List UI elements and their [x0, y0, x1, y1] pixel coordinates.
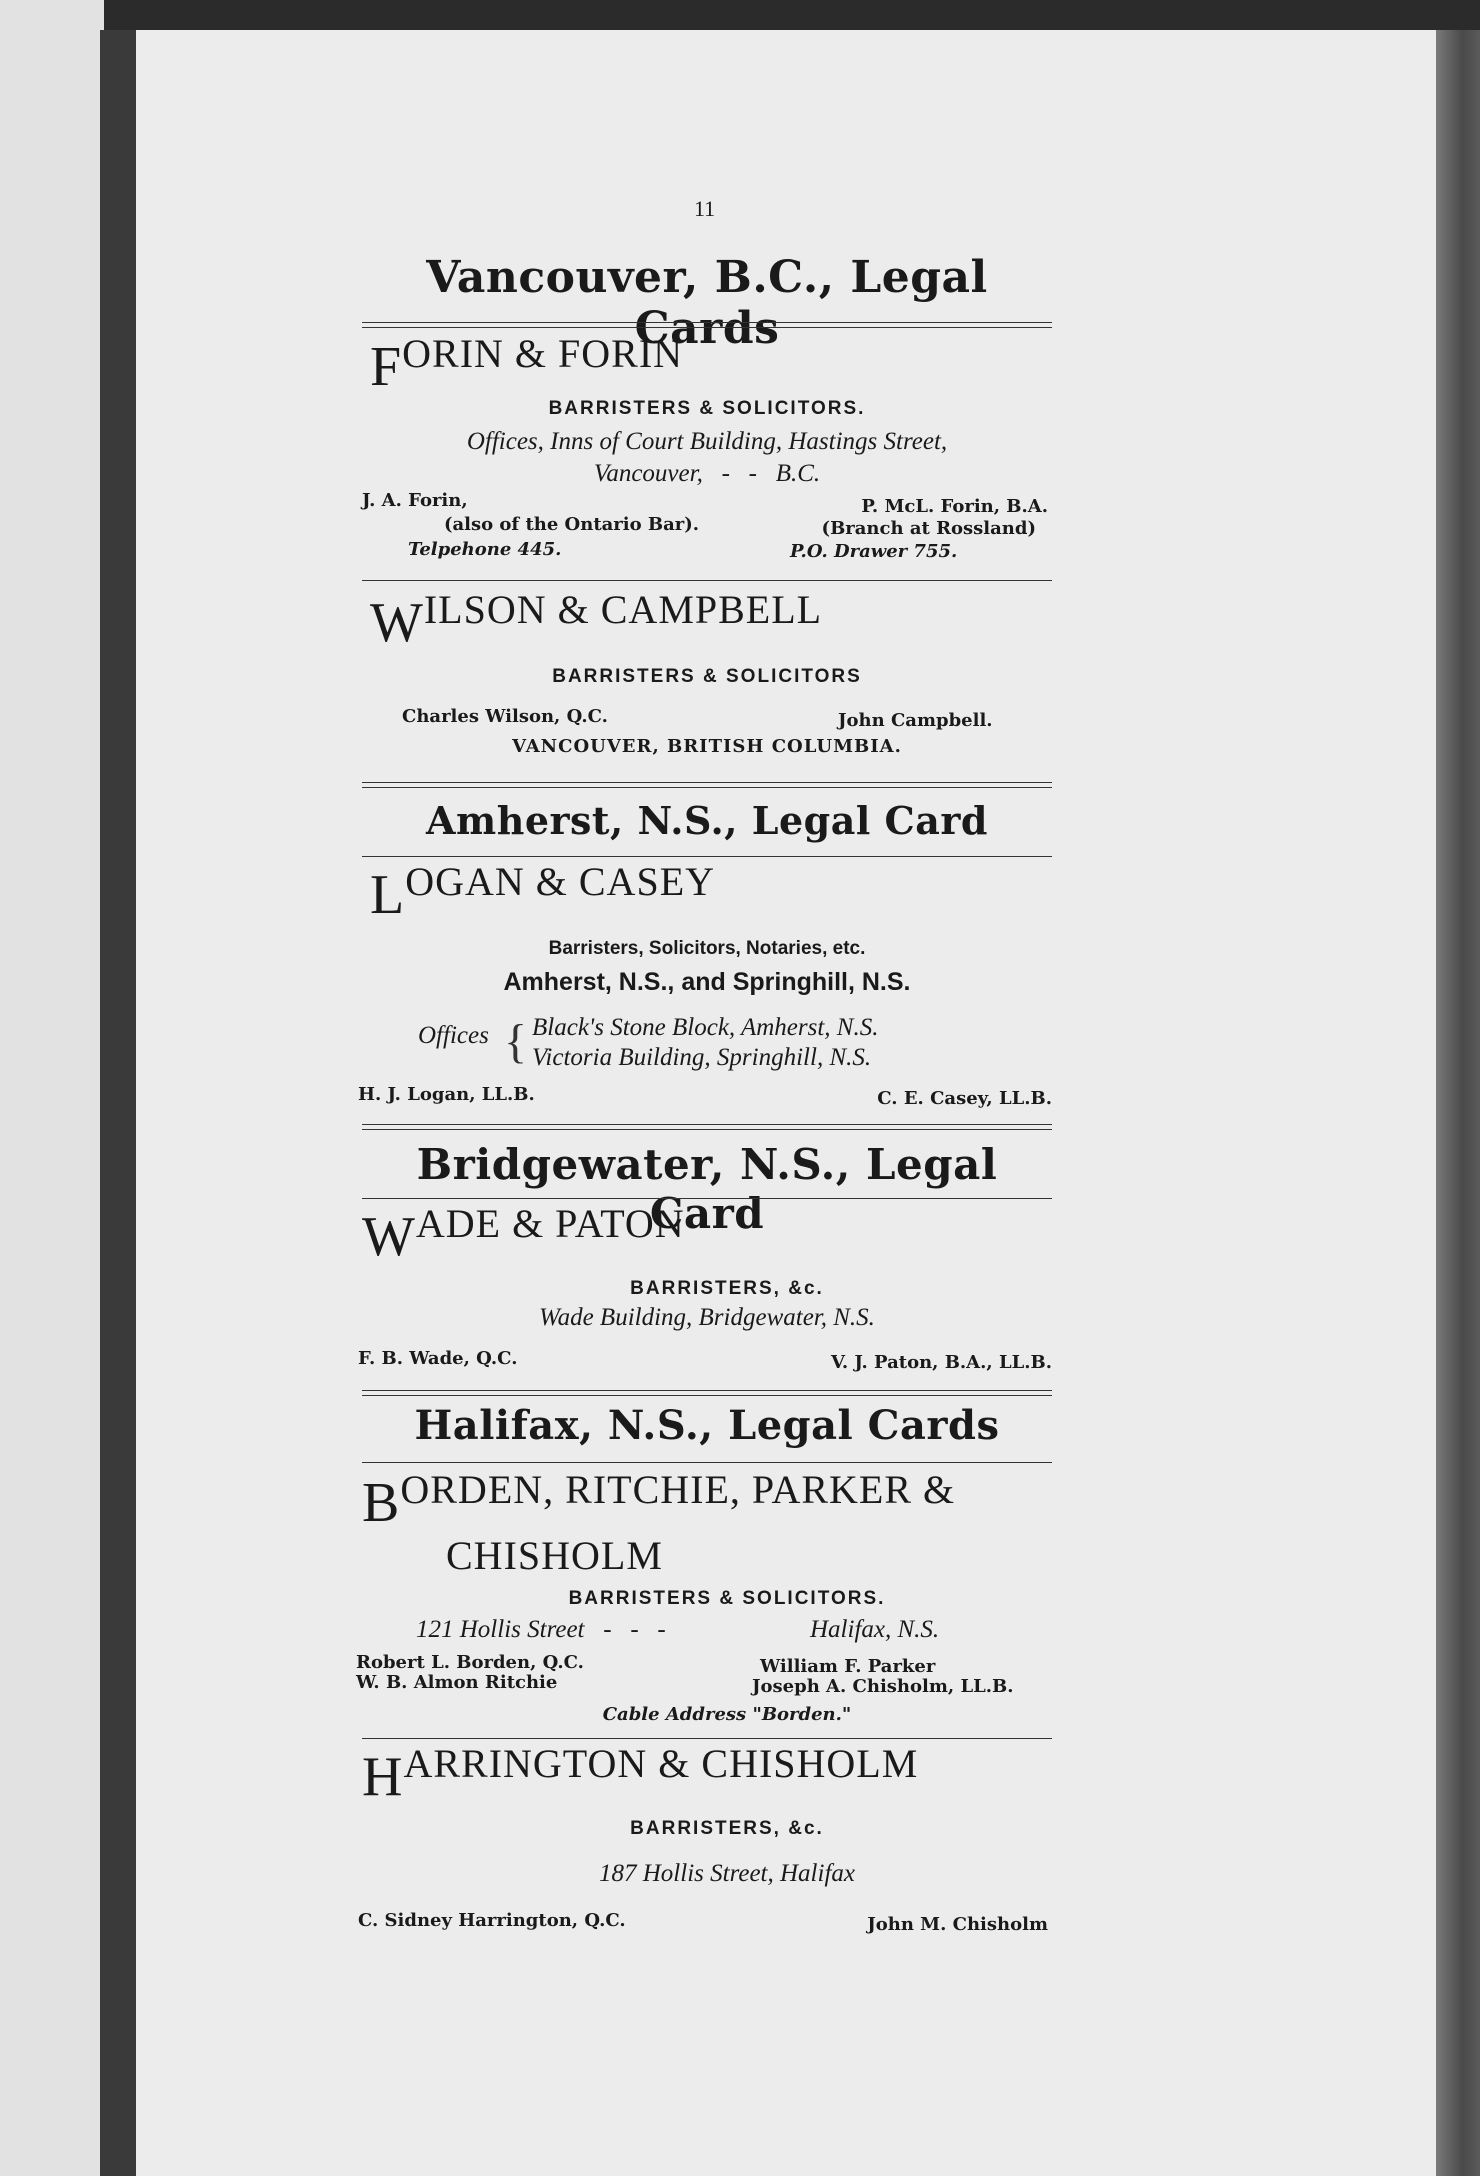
firm-name-wade: WADE & PATON	[362, 1201, 685, 1268]
forin-left-note: (also of the Ontario Bar).	[444, 514, 700, 535]
offices-label: Offices	[418, 1022, 489, 1049]
rule	[362, 856, 1052, 857]
firm-name-harrington: HARRINGTON & CHISHOLM	[362, 1741, 919, 1808]
wade-right-name: V. J. Paton, B.A., LL.B.	[831, 1352, 1052, 1373]
double-rule	[362, 1124, 1052, 1130]
firm-name-wilson: WILSON & CAMPBELL	[370, 587, 823, 654]
logan-locations: Amherst, N.S., and Springhill, N.S.	[503, 968, 911, 996]
rule	[362, 580, 1052, 581]
harrington-left-name: C. Sidney Harrington, Q.C.	[358, 1910, 626, 1931]
forin-po-drawer: P.O. Drawer 755.	[790, 541, 958, 562]
harrington-address: 187 Hollis Street, Halifax	[599, 1860, 855, 1887]
facing-page-edge	[100, 30, 136, 2176]
forin-right-name: P. McL. Forin, B.A.	[861, 496, 1048, 517]
profession-harrington: BARRISTERS, &c.	[630, 1818, 824, 1839]
offices-forin-line1: Offices, Inns of Court Building, Hastings Street,	[466, 428, 948, 455]
profession-wilson: BARRISTERS & SOLICITORS	[552, 666, 862, 687]
logan-office2: Victoria Building, Springhill, N.S.	[532, 1044, 872, 1071]
profession-logan: Barristers, Solicitors, Notaries, etc.	[548, 938, 866, 959]
rule	[362, 1738, 1052, 1739]
double-rule	[362, 1390, 1052, 1396]
wade-address: Wade Building, Bridgewater, N.S.	[539, 1304, 875, 1331]
section-heading-vancouver: Vancouver, B.C., Legal Cards	[426, 252, 988, 354]
firm-name-forin: FORIN & FORIN	[370, 331, 684, 398]
section-heading-amherst: Amherst, N.S., Legal Card	[426, 798, 988, 843]
borden-city: Halifax, N.S.	[810, 1616, 940, 1643]
logan-right-name: C. E. Casey, LL.B.	[877, 1088, 1052, 1109]
forin-telephone: Telpehone 445.	[408, 539, 562, 560]
profession-forin: BARRISTERS & SOLICITORS.	[548, 398, 866, 419]
page-stack-edge	[1436, 30, 1480, 2176]
profession-borden: BARRISTERS & SOLICITORS.	[568, 1588, 886, 1609]
double-rule	[362, 782, 1052, 788]
scan-left-margin	[0, 0, 104, 2176]
logan-office1: Black's Stone Block, Amherst, N.S.	[532, 1014, 879, 1041]
wilson-right-name: John Campbell.	[838, 710, 993, 731]
wade-left-name: F. B. Wade, Q.C.	[358, 1348, 518, 1369]
brace-icon: {	[504, 1015, 528, 1068]
double-rule	[362, 322, 1052, 328]
borden-street: 121 Hollis Street - - -	[416, 1616, 666, 1643]
section-heading-bridgewater: Bridgewater, N.S., Legal Card	[416, 1140, 998, 1238]
firm-name-borden: BORDEN, RITCHIE, PARKER &	[362, 1467, 956, 1534]
borden-right-name2: Joseph A. Chisholm, LL.B.	[752, 1676, 1014, 1697]
section-heading-halifax: Halifax, N.S., Legal Cards	[414, 1402, 1000, 1449]
logan-left-name: H. J. Logan, LL.B.	[358, 1084, 535, 1105]
borden-right-name1: William F. Parker	[760, 1656, 936, 1677]
borden-left-name2: W. B. Almon Ritchie	[356, 1672, 558, 1693]
page-number: 11	[694, 196, 716, 221]
profession-wade: BARRISTERS, &c.	[630, 1278, 824, 1299]
wilson-left-name: Charles Wilson, Q.C.	[402, 706, 608, 727]
forin-right-note: (Branch at Rossland)	[821, 518, 1036, 539]
firm-name-borden-line2: CHISHOLM	[446, 1533, 663, 1578]
borden-left-name1: Robert L. Borden, Q.C.	[356, 1652, 584, 1673]
rule	[362, 1198, 1052, 1199]
rule	[362, 1462, 1052, 1463]
harrington-right-name: John M. Chisholm	[867, 1914, 1048, 1935]
firm-name-logan: LOGAN & CASEY	[370, 859, 716, 926]
wilson-location: VANCOUVER, BRITISH COLUMBIA.	[512, 736, 902, 757]
borden-cable-address: Cable Address "Borden."	[602, 1704, 852, 1725]
offices-forin-line2: Vancouver, - - B.C.	[593, 460, 821, 487]
forin-left-name: J. A. Forin,	[362, 490, 468, 511]
